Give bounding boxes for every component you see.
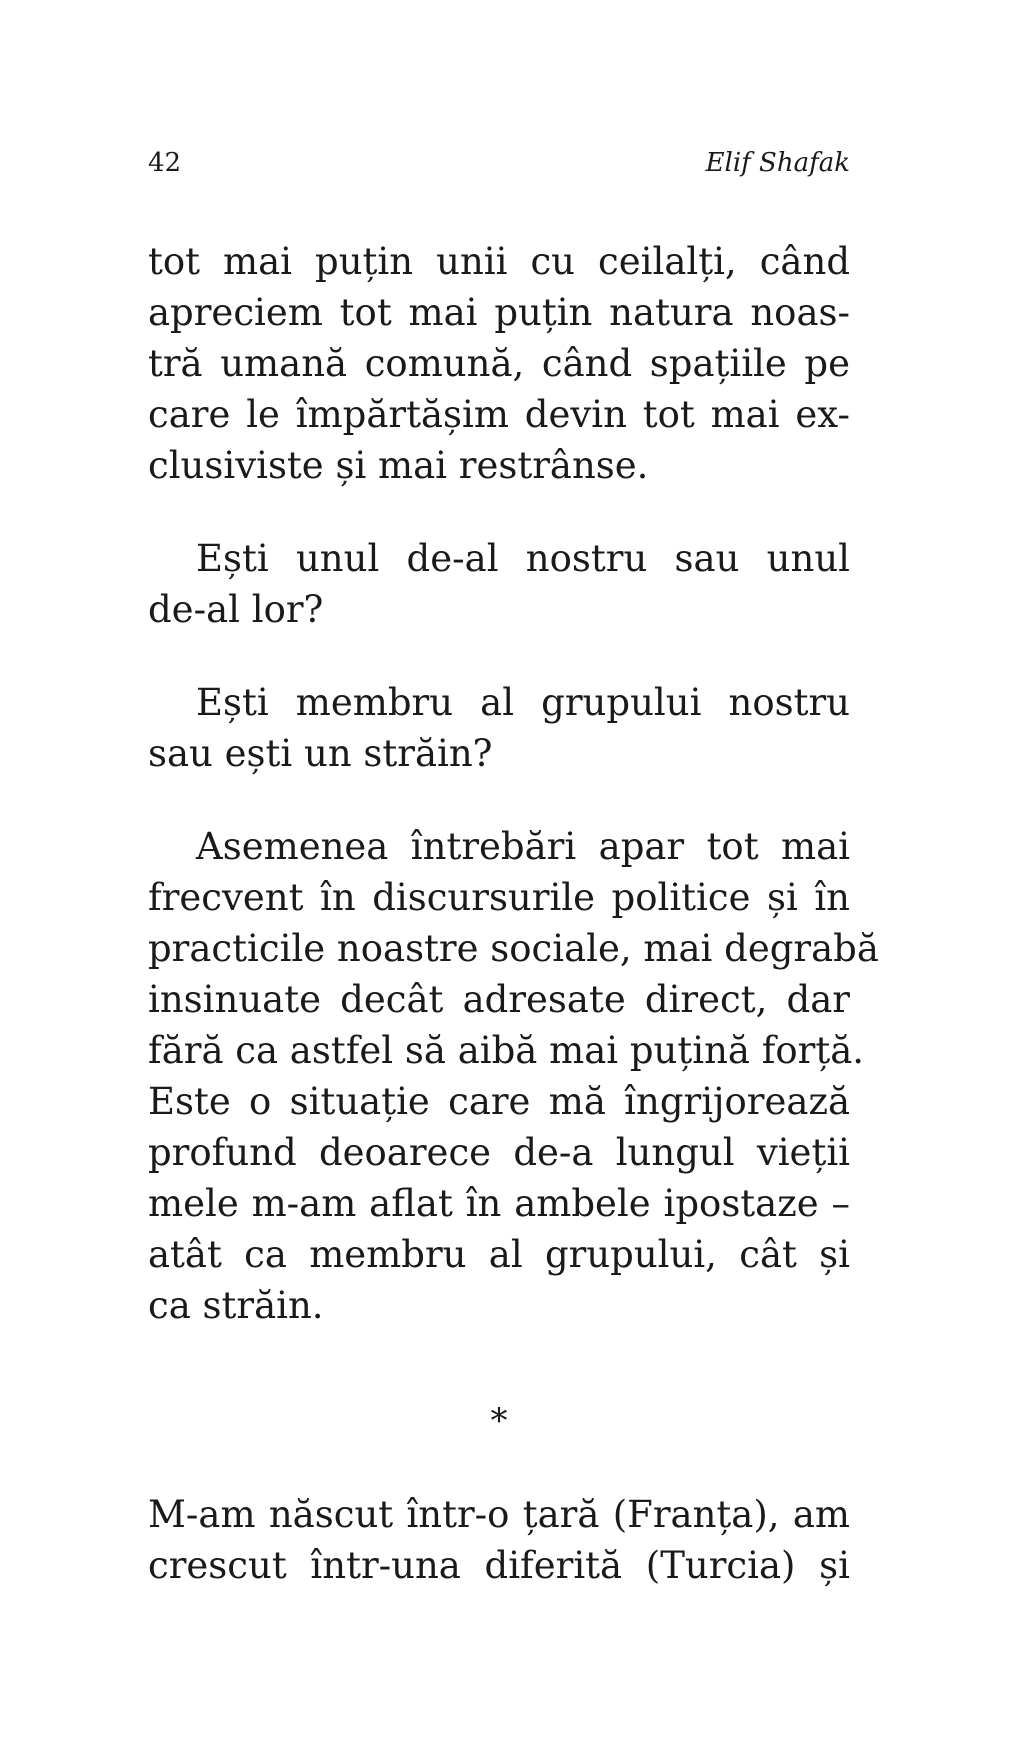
- text-line: Asemenea întrebări apar tot mai: [196, 825, 850, 868]
- body-text: [148, 236, 879, 1591]
- text-line: mele m-am aflat în ambele ipostaze –: [148, 1182, 850, 1225]
- text-line: tot mai puțin unii cu ceilalți, când: [148, 240, 850, 283]
- text-line: apreciem tot mai puțin natura noas-: [148, 291, 850, 334]
- text-line: M-am născut într-o țară (Franța), am: [148, 1493, 850, 1536]
- text-line: frecvent în discursurile politice și în: [148, 876, 850, 919]
- paragraph-3: [148, 677, 850, 779]
- paragraph-4: [148, 821, 879, 1331]
- text-line: care le împărtășim devin tot mai ex-: [148, 393, 850, 436]
- text-line: insinuate decât adresate direct, dar: [148, 978, 850, 1021]
- text-line: practicile noastre sociale, mai degrabă: [148, 927, 879, 970]
- text-line: Ești unul de-al nostru sau unul: [196, 537, 850, 580]
- text-line: ca străin.: [148, 1284, 324, 1327]
- text-line: Este o situație care mă îngrijorează: [148, 1080, 850, 1123]
- text-line: atât ca membru al grupului, cât și: [148, 1233, 850, 1276]
- paragraph-1: [148, 236, 850, 491]
- text-line: crescut într-una diferită (Turcia) și: [148, 1544, 850, 1587]
- paragraph-5: [148, 1489, 850, 1591]
- text-line: clusiviste și mai restrânse.: [148, 444, 649, 487]
- page-number: 42: [148, 148, 182, 178]
- text-line: tră umană comună, când spațiile pe: [148, 342, 850, 385]
- paragraph-2: [148, 533, 850, 635]
- text-line: profund deoarece de-a lungul vieții: [148, 1131, 850, 1174]
- text-line: fără ca astfel să aibă mai puțină forță.: [148, 1029, 865, 1072]
- text-line: de-al lor?: [148, 588, 324, 631]
- page-header: [148, 148, 850, 188]
- section-separator: *: [490, 1401, 508, 1441]
- text-line: sau ești un străin?: [148, 732, 493, 775]
- running-title: Elif Shafak: [705, 148, 850, 178]
- text-line: Ești membru al grupului nostru: [196, 681, 850, 724]
